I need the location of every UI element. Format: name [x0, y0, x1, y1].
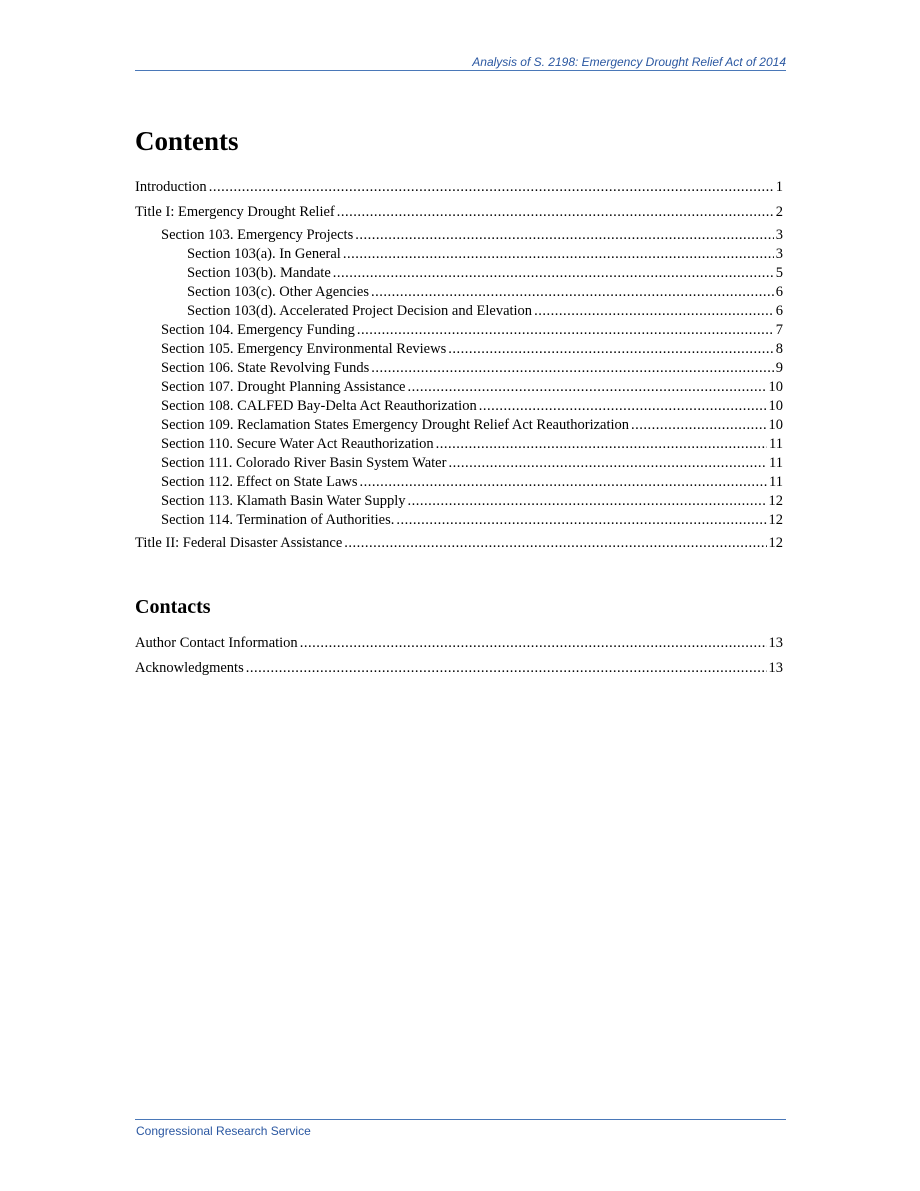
toc-entry-label: Section 103. Emergency Projects [161, 227, 354, 243]
contacts-heading: Contacts [135, 596, 211, 618]
toc-entry-page: 13 [768, 635, 783, 651]
toc-leader-dots [343, 245, 774, 264]
toc-entry-label: Section 105. Emergency Environmental Reviews [161, 341, 447, 357]
toc-entry-page: 11 [769, 436, 783, 452]
toc-entry-label: Section 103(a). In General [187, 246, 341, 262]
toc-entry-page: 8 [775, 341, 783, 357]
toc-leader-dots [357, 321, 774, 340]
toc-leader-dots [479, 397, 767, 416]
toc-entry-page: 12 [768, 493, 783, 509]
toc-entry-page: 12 [768, 535, 783, 551]
toc-leader-dots [448, 340, 774, 359]
toc-leader-dots [436, 435, 767, 454]
toc-entry-section-103b[interactable] [187, 264, 783, 283]
toc-leader-dots [448, 454, 767, 473]
toc-leader-dots [337, 203, 774, 222]
toc-entry-section-110[interactable] [161, 435, 783, 454]
toc-entry-page: 11 [769, 474, 783, 490]
toc-leader-dots [396, 511, 766, 530]
toc-entry-page: 7 [775, 322, 783, 338]
toc-entry-introduction[interactable] [135, 178, 783, 197]
toc-entry-section-103[interactable] [161, 226, 783, 245]
toc-entry-section-107[interactable] [161, 378, 783, 397]
toc-leader-dots [360, 473, 768, 492]
toc-entry-page: 11 [769, 455, 783, 471]
toc-entry-label: Acknowledgments [135, 660, 244, 676]
toc-entry-section-109[interactable] [161, 416, 783, 435]
contacts-entry-author-contact[interactable] [135, 634, 783, 653]
toc-entry-label: Section 114. Termination of Authorities. [161, 512, 395, 528]
toc-leader-dots [631, 416, 766, 435]
toc-entry-label: Section 103(d). Accelerated Project Decision and Elevation [187, 303, 533, 319]
toc-entry-label: Section 109. Reclamation States Emergency Drought Relief Act Reauthorization [161, 417, 630, 433]
toc-entry-label: Section 107. Drought Planning Assistance [161, 379, 406, 395]
toc-entry-label: Section 104. Emergency Funding [161, 322, 355, 338]
toc-entry-page: 12 [768, 512, 783, 528]
toc-leader-dots [246, 659, 767, 678]
toc-leader-dots [355, 226, 774, 245]
toc-entry-label: Section 112. Effect on State Laws [161, 474, 358, 490]
toc-leader-dots [407, 378, 766, 397]
toc-entry-page: 10 [768, 379, 783, 395]
header-rule [135, 70, 786, 71]
toc-entry-section-103a[interactable] [187, 245, 783, 264]
toc-leader-dots [534, 302, 774, 321]
toc-leader-dots [300, 634, 767, 653]
running-header-title: Analysis of S. 2198: Emergency Drought Relief Act of 2014 [472, 55, 786, 69]
toc-entry-page: 3 [775, 246, 783, 262]
contents-heading: Contents [135, 126, 239, 156]
toc-entry-label: Title I: Emergency Drought Relief [135, 204, 335, 220]
toc-entry-label: Section 106. State Revolving Funds [161, 360, 370, 376]
toc-leader-dots [371, 283, 774, 302]
toc-leader-dots [371, 359, 774, 378]
toc-entry-label: Section 103(b). Mandate [187, 265, 331, 281]
contacts-entry-acknowledgments[interactable] [135, 659, 783, 678]
toc-entry-section-104[interactable] [161, 321, 783, 340]
toc-entry-section-108[interactable] [161, 397, 783, 416]
toc-entry-title-1[interactable] [135, 203, 783, 222]
toc-entry-section-103c[interactable] [187, 283, 783, 302]
toc-entry-page: 10 [768, 398, 783, 414]
toc-leader-dots [333, 264, 774, 283]
footer-publisher: Congressional Research Service [136, 1124, 311, 1138]
toc-entry-label: Introduction [135, 179, 207, 195]
toc-entry-page: 13 [768, 660, 783, 676]
toc-entry-page: 10 [768, 417, 783, 433]
toc-leader-dots [408, 492, 767, 511]
toc-entry-label: Title II: Federal Disaster Assistance [135, 535, 343, 551]
toc-entry-label: Section 103(c). Other Agencies [187, 284, 370, 300]
toc-entry-section-112[interactable] [161, 473, 783, 492]
toc-entry-page: 9 [775, 360, 783, 376]
toc-entry-page: 6 [775, 303, 783, 319]
toc-entry-page: 5 [775, 265, 783, 281]
toc-entry-section-105[interactable] [161, 340, 783, 359]
footer-rule [135, 1119, 786, 1120]
toc-entry-label: Section 111. Colorado River Basin System Water [161, 455, 447, 471]
toc-entry-page: 2 [775, 204, 783, 220]
toc-entry-section-103d[interactable] [187, 302, 783, 321]
toc-entry-page: 3 [775, 227, 783, 243]
toc-leader-dots [344, 534, 766, 553]
toc-entry-section-106[interactable] [161, 359, 783, 378]
toc-entry-label: Section 113. Klamath Basin Water Supply [161, 493, 406, 509]
toc-entry-page: 6 [775, 284, 783, 300]
toc-entry-section-111[interactable] [161, 454, 783, 473]
toc-entry-section-113[interactable] [161, 492, 783, 511]
toc-entry-label: Author Contact Information [135, 635, 298, 651]
toc-entry-title-2[interactable] [135, 534, 783, 553]
toc-leader-dots [209, 178, 774, 197]
toc-entry-label: Section 110. Secure Water Act Reauthorization [161, 436, 434, 452]
toc-entry-section-114[interactable] [161, 511, 783, 530]
toc-entry-label: Section 108. CALFED Bay-Delta Act Reauthorization [161, 398, 477, 414]
toc-entry-page: 1 [775, 179, 783, 195]
